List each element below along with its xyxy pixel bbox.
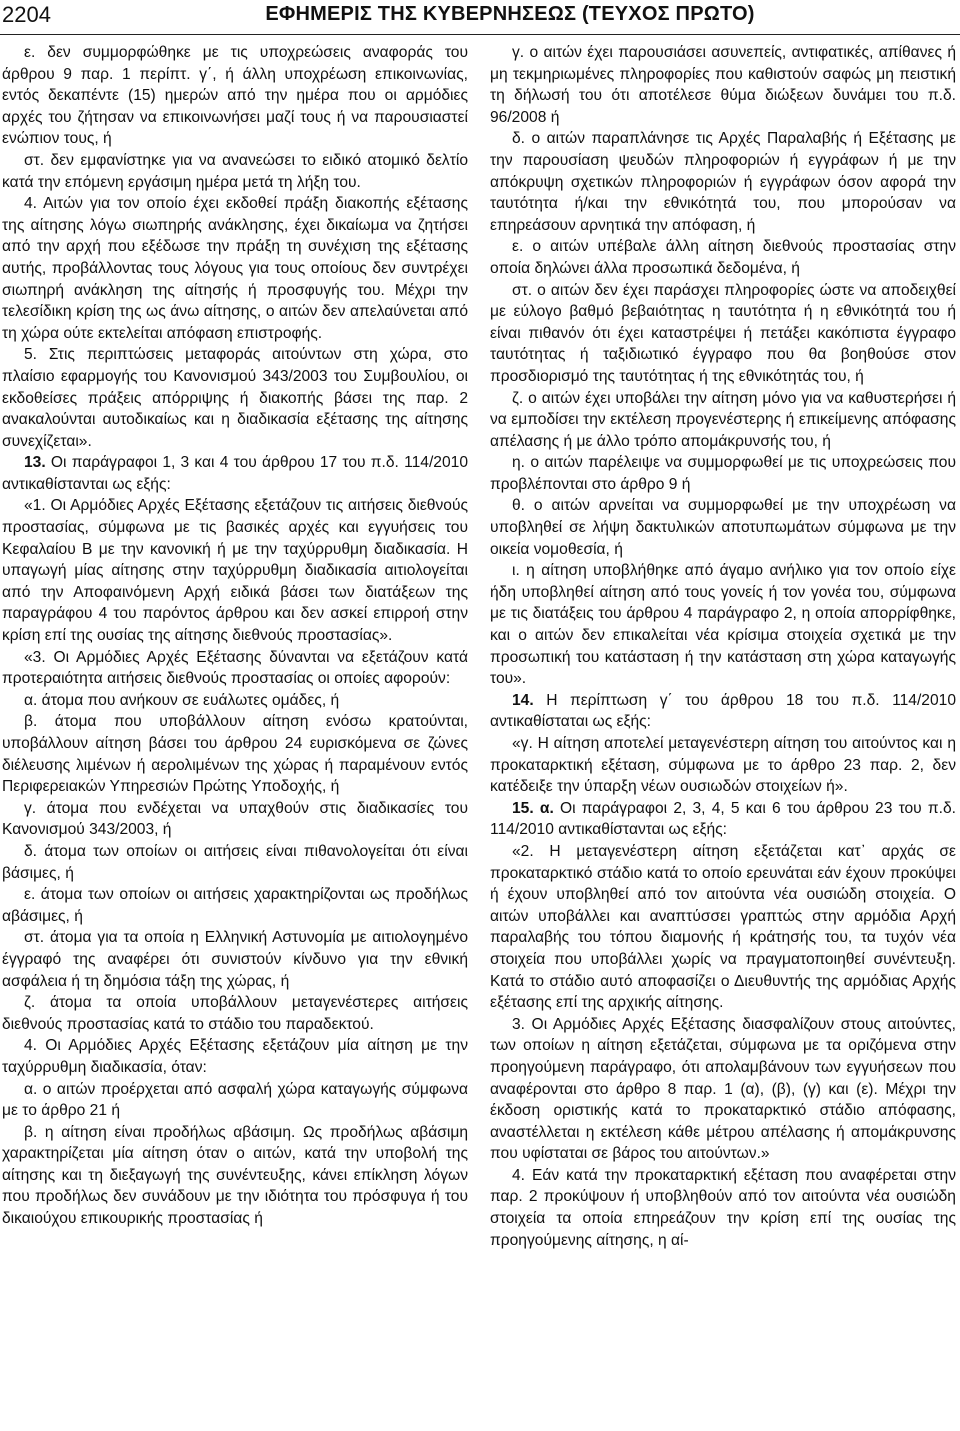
paragraph: α. άτομα που ανήκουν σε ευάλωτες ομάδες, ή bbox=[24, 691, 340, 709]
right-column bbox=[490, 42, 956, 1428]
paragraph: 4. Αιτών για τον οποίο έχει εκδοθεί πράξη διακοπής εξέτασης της αίτησης λόγω σιωπηρής ανάκλησης, έχει δικαίωμα να ζητήσει από την αρχή που εξέδωσε την πράξη τη συνέχιση της εξέτασης αυτής, προβάλλοντας τους λόγους για τους οποίους δεν συντρέχει σιωπηρή ανάκληση της αίτησής ή προσφυγής του. Μέχρι την τελεσίδικη κρίση της ως άνω αίτησης, ο αιτών δεν απελαύνεται από τη χώρα ούτε εκτελείται απόφαση επιστροφής. bbox=[2, 195, 468, 342]
paragraph: 3. Οι Αρμόδιες Αρχές Εξέτασης διασφαλίζουν στους αιτούντες, των οποίων η αίτηση εξετάζεται, σύμφωνα με τα οριζόμενα στην προηγούμενη παράγραφο, ότι απολαμβάνουν των εγγυήσεων που αναφέρονται στο άρθρο 8 παρ. 1 (α), (β), (γ) και (ε). Μέχρι την έκδοση οριστικής κατά το προκαταρκτικό στάδιο απόφασης, αναστέλλεται η εκτέλεση κάθε μέτρου απέλασης ή απομάκρυνσης που υφίσταται σε βάρος του αιτούντων.» bbox=[490, 1015, 956, 1163]
paragraph bbox=[2, 452, 468, 495]
page-number: 2204 bbox=[2, 2, 51, 27]
article-number: 14. bbox=[512, 691, 534, 709]
paragraph: ζ. ο αιτών έχει υποβάλει την αίτηση μόνο για να καθυστερήσει ή να εμποδίσει την εκτέλεση προγενέστερης ή επικείμενης απόφασης απέλασης ή με άλλο τρόπο απομάκρυνσής του, ή bbox=[490, 389, 956, 450]
paragraph: 4. Εάν κατά την προκαταρκτική εξέταση που αναφέρεται στην παρ. 2 προκύψουν ή υποβληθούν από τον αιτούντα νέα ουσιώδη στοιχεία τα οποία επηρεάζουν την κρίση επί της ουσίας της προηγούμενης αίτησης, η αί- bbox=[490, 1166, 956, 1249]
paragraph: ε. ο αιτών υπέβαλε άλλη αίτηση διεθνούς προστασίας στην οποία δηλώνει άλλα προσωπικά δεδομένα, ή bbox=[490, 238, 956, 277]
paragraph: γ. ο αιτών έχει παρουσιάσει ασυνεπείς, αντιφατικές, απίθανες ή μη τεκμηριωμένες πληροφορίες που καθιστούν σαφώς μη πειστική τη δήλωσή του ότι αποτέλεσε θύμα διώξεων δυνάμει του π.δ. 96/2008 ή bbox=[490, 44, 956, 126]
paragraph bbox=[490, 690, 956, 733]
paragraph: 4. Οι Αρμόδιες Αρχές Εξέτασης εξετάζουν μία αίτηση με την ταχύρρυθμη διαδικασία, όταν: bbox=[2, 1037, 468, 1076]
paragraph: δ. άτομα των οποίων οι αιτήσεις είναι πιθανολογείται ότι είναι βάσιμες, ή bbox=[2, 842, 468, 882]
gazette-title: ΕΦΗΜΕΡΙΣ ΤΗΣ ΚΥΒΕΡΝΗΣΕΩΣ (ΤΕΥΧΟΣ ΠΡΩΤΟ) bbox=[265, 3, 755, 25]
paragraph: ζ. άτομα τα οποία υποβάλλουν μεταγενέστερες αιτήσεις διεθνούς προστασίας κατά το στάδιο του παραδεκτού. bbox=[2, 994, 468, 1033]
paragraph-text: Η περίπτωση γ΄ του άρθρου 18 του π.δ. 114/2010 αντικαθίσταται ως εξής: bbox=[490, 691, 956, 731]
paragraph-text: Οι παράγραφοι 1, 3 και 4 του άρθρου 17 του π.δ. 114/2010 αντικαθίστανται ως εξής: bbox=[2, 454, 468, 493]
paragraph: στ. δεν εμφανίστηκε για να ανανεώσει το ειδικό ατομικό δελτίο κατά την επόμενη εργάσιμη ημέρα μετά τη λήξη του. bbox=[2, 151, 468, 191]
paragraph: ι. η αίτηση υποβλήθηκε από άγαμο ανήλικο για τον οποίο είχε ήδη υποβληθεί αίτηση από τους γονείς ή τον γονέα του, σύμφωνα με τις διατάξεις του άρθρου 4 παράγραφο 2, η οποία απορρίφθηκε, και ο αιτών δεν επικαλείται νέα κρίσιμα στοιχεία σχετικά με την προσωπική του κατάσταση ή την κατάσταση στη χώρα καταγωγής του». bbox=[490, 562, 956, 688]
paragraph: η. ο αιτών παρέλειψε να συμμορφωθεί με τις υποχρεώσεις που προβλέπονται στο άρθρο 9 ή bbox=[490, 454, 956, 493]
paragraph: 5. Στις περιπτώσεις μεταφοράς αιτούντων στη χώρα, στο πλαίσιο εφαρμογής του Κανονισμού 343/2003 του Συμβουλίου, οι εκδοθείσες πράξεις απόρριψης ή διακοπής βάσει της παρ. 2 ανακαλούνται αυτοδικαίως και η διαδικασία εξέτασης της αίτησης συνεχίζεται». bbox=[2, 346, 468, 450]
paragraph-text: Οι παράγραφοι 2, 3, 4, 5 και 6 του άρθρου 23 του π.δ. 114/2010 αντικαθίστανται ως εξής: bbox=[490, 799, 956, 839]
paragraph: στ. άτομα για τα οποία η Ελληνική Αστυνομία με αιτιολογημένο έγγραφό της αναφέρει ότι συνιστούν κίνδυνο για την εθνική ασφάλεια ή τη δημόσια τάξη της χώρας, ή bbox=[2, 929, 468, 990]
page-header bbox=[0, 0, 960, 35]
paragraph: β. άτομα που υποβάλλουν αίτηση ενόσω κρατούνται, υποβάλλουν αίτηση βάσει του άρθρου 24 ευρισκόμενα σε ζώνες διέλευσης λιμένων ή αερολιμένων της χώρας ή παραμένουν εντός Περιφερειακών Υπηρεσιών Πρώτης Υποδοχής, ή bbox=[2, 713, 468, 796]
left-column bbox=[2, 42, 468, 1428]
paragraph: «1. Οι Αρμόδιες Αρχές Εξέτασης εξετάζουν τις αιτήσεις διεθνούς προστασίας, σύμφωνα με τις βασικές αρχές και εγγυήσεις του Κεφαλαίου Β με την κανονική ή με την ταχύρρυθμη διαδικασία. Η υπαγωγή μίας αίτησης στην ταχύρρυθμη διαδικασία αιτιολογείται από την Αποφαινόμενη Αρχή ειδικά βάσει των διατάξεων της παραγράφου 4 του παρόντος άρθρου και δεν ασκεί επιρροή στην κρίση επί της ουσίας της αίτησης διεθνούς προστασίας». bbox=[2, 497, 468, 645]
paragraph: δ. ο αιτών παραπλάνησε τις Αρχές Παραλαβής ή Εξέτασης με την παρουσίαση ψευδών πληροφοριών ή εγγράφων ή με την απόκρυψη σχετικών πληροφοριών ή εγγράφων όσον αφορά την ταυτότητα ή/και την εθνικότητά του, που μπορούσαν να επηρεάσουν αρνητικά την απόφαση, ή bbox=[490, 130, 956, 234]
paragraph: β. η αίτηση είναι προδήλως αβάσιμη. Ως προδήλως αβάσιμη χαρακτηρίζεται μία αίτηση όταν ο αιτών, κατά την υποβολή της αίτησης και τη διεξαγωγή της συνέντευξης, κάνει επίκληση λόγων που προδήλως δεν συνάδουν με την ιδιότητα του πρόσφυγα ή του δικαιούχου επικουρικής προστασίας ή bbox=[2, 1123, 468, 1228]
paragraph: ε. άτομα των οποίων οι αιτήσεις χαρακτηρίζονται ως προδήλως αβάσιμες, ή bbox=[2, 886, 468, 925]
paragraph: «γ. Η αίτηση αποτελεί μεταγενέστερη αίτηση του αιτούντος και η προκαταρκτική εξέταση, σύμφωνα με το άρθρο 23 παρ. 2, δεν κατέδειξε την ύπαρξη νέων ουσιωδών στοιχείων ή». bbox=[490, 735, 956, 796]
paragraph bbox=[490, 798, 956, 841]
paragraph: ε. δεν συμμορφώθηκε με τις υποχρεώσεις αναφοράς του άρθρου 9 παρ. 1 περίπτ. γ΄, ή άλλη υποχρέωση επικοινωνίας, εντός δεκαπέντε (15) ημερών από την ημέρα που οι αρμόδιες αρχές του ζήτησαν να επικοινωνήσει μαζί τους ή να παρουσιαστεί ενώπιον τους, ή bbox=[2, 44, 468, 148]
paragraph: «3. Οι Αρμόδιες Αρχές Εξέτασης δύνανται να εξετάζουν κατά προτεραιότητα αιτήσεις διεθνούς προστασίας οι οποίες αφορούν: bbox=[2, 648, 468, 688]
article-number: 13. bbox=[24, 454, 46, 472]
paragraph: γ. άτομα που ενδέχεται να υπαχθούν στις διαδικασίες του Κανονισμού 343/2003, ή bbox=[2, 799, 468, 839]
paragraph: α. ο αιτών προέρχεται από ασφαλή χώρα καταγωγής σύμφωνα με το άρθρο 21 ή bbox=[2, 1080, 468, 1120]
paragraph: στ. ο αιτών δεν έχει παράσχει πληροφορίες ώστε να αποδειχθεί με εύλογο βαθμό βεβαιότητας η ταυτότητα ή η εθνικότητά του ή είναι πιθανόν ότι έχει καταστρέψει ή πετάξει κακόπιστα έγγραφο ταυτότητας ή ταξιδιωτικό έγγραφο που θα βοηθούσε στον προσδιορισμό της ταυτότητας ή της εθνικότητάς του, ή bbox=[490, 281, 956, 385]
paragraph: «2. Η μεταγενέστερη αίτηση εξετάζεται κατ᾽ αρχάς σε προκαταρκτικό στάδιο κατά το οποίο ερευνάται εάν έχουν προκύψει ή έχουν υποβληθεί από τον αιτούντα νέα ουσιώδη στοιχεία. Ο αιτών υποβάλλει και αναπτύσσει γραπτώς στην αρμόδια Αρχή παραλαβής του τόπου διαμονής ή κράτησής του, τα τυχόν νέα στοιχεία που υποβάλλει χωρίς να πραγματοποιηθεί συνέντευξη. Κατά το στάδιο αυτό αποφασίζει ο Διευθυντής της αρμόδιας Αρχής εξέτασης επί της αρχικής αίτησης. bbox=[490, 842, 956, 1012]
paragraph: θ. ο αιτών αρνείται να συμμορφωθεί με την υποχρέωση να υποβληθεί σε λήψη δακτυλικών αποτυπωμάτων σύμφωνα με την οικεία νομοθεσία, ή bbox=[490, 497, 956, 558]
article-number: 15. α. bbox=[512, 799, 554, 817]
